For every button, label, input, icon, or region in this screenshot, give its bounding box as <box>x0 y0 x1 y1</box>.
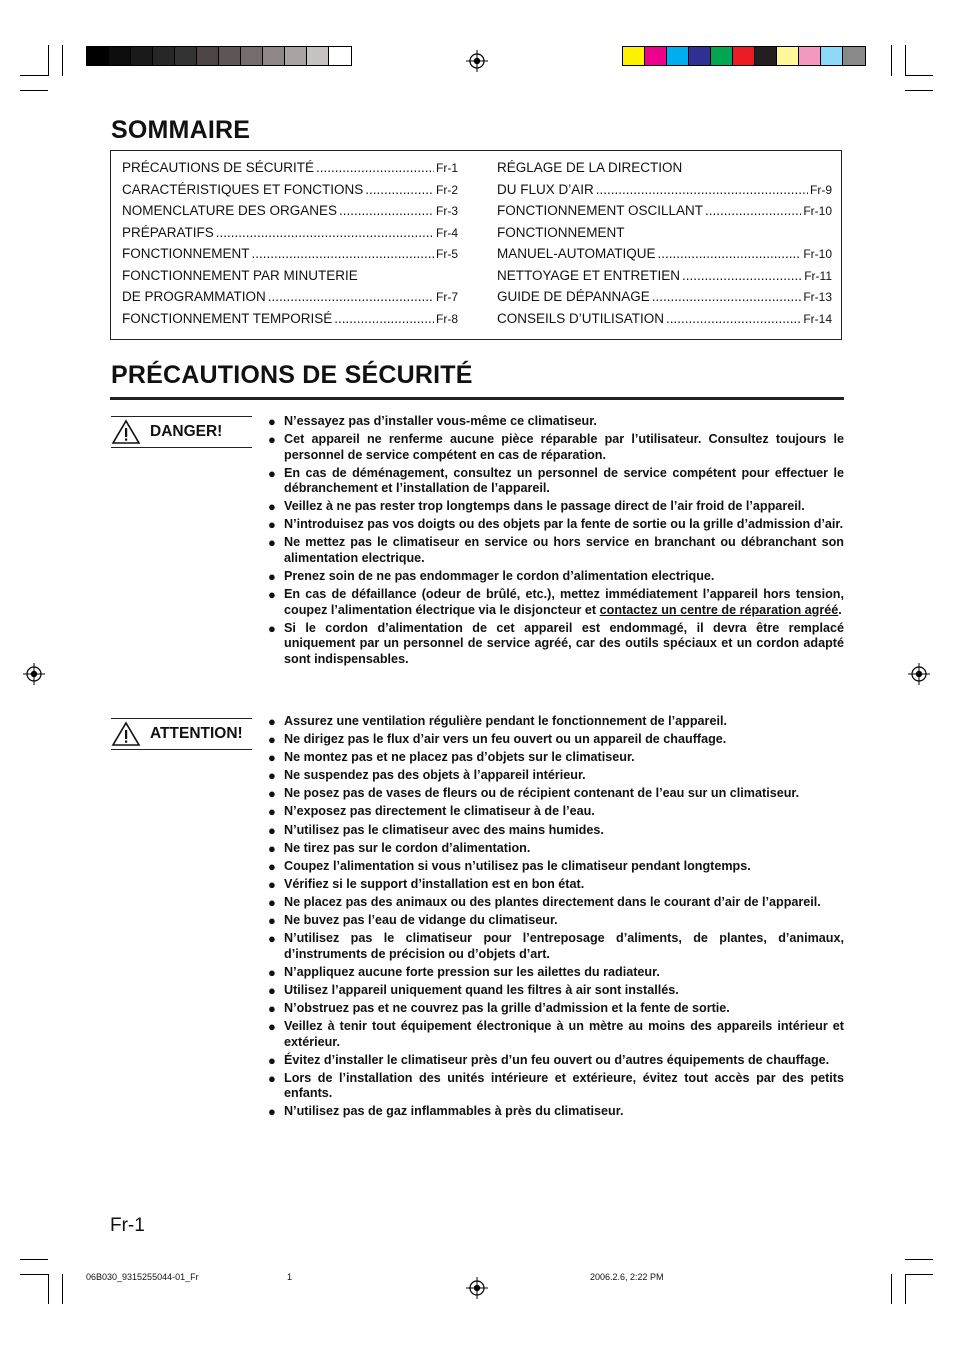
list-item <box>268 750 844 766</box>
color-swatch <box>219 47 241 65</box>
attention-item-text: N’exposez pas directement le climatiseur à de l’eau. <box>284 804 595 819</box>
bullet-icon: ● <box>268 750 276 766</box>
page-number: Fr-1 <box>110 1215 145 1236</box>
attention-item-text: Coupez l’alimentation si vous n’utilisez pas le climatiseur pendant longtemps. <box>284 858 751 873</box>
color-swatch <box>733 47 755 65</box>
list-item <box>268 535 844 566</box>
color-swatch <box>689 47 711 65</box>
attention-item-text: Ne buvez pas l’eau de vidange du climatiseur. <box>284 913 558 928</box>
registration-mark-bottom-icon <box>466 1277 488 1299</box>
color-swatch <box>109 47 131 65</box>
toc-leader-dots <box>334 308 434 330</box>
attention-label <box>111 718 252 750</box>
list-item <box>268 895 844 911</box>
toc-entry-page: Fr-9 <box>810 182 832 197</box>
toc-entry-page: Fr-8 <box>436 311 458 326</box>
color-swatch <box>175 47 197 65</box>
precautions-title: PRÉCAUTIONS DE SÉCURITÉ <box>111 361 473 389</box>
attention-item-text: Veillez à tenir tout équipement électronique à un mètre au moins des appareils intérieur et extérieur. <box>284 1019 844 1049</box>
table-of-contents <box>110 150 842 340</box>
color-swatch <box>645 47 667 65</box>
list-item <box>268 1071 844 1102</box>
toc-leader-dots <box>682 265 802 287</box>
color-swatch <box>131 47 153 65</box>
toc-entry[interactable] <box>122 157 458 179</box>
color-swatch <box>153 47 175 65</box>
attention-list <box>268 714 844 1122</box>
toc-entry[interactable] <box>497 157 832 179</box>
toc-entry-title: NETTOYAGE ET ENTRETIEN <box>497 267 681 283</box>
toc-entry[interactable] <box>122 308 458 330</box>
color-swatch <box>307 47 329 65</box>
danger-item-text: Ne mettez pas le climatiseur en service ou hors service en branchant ou débranchant son alimentation electrique. <box>284 535 844 565</box>
attention-item-text: Ne tirez pas sur le cordon d’alimentation. <box>284 840 531 855</box>
toc-entry-title: NOMENCLATURE DES ORGANES <box>122 203 338 218</box>
color-swatch <box>843 47 865 65</box>
color-swatch <box>799 47 821 65</box>
bullet-icon: ● <box>268 1052 276 1068</box>
color-calibration-bar <box>622 46 866 66</box>
bullet-icon: ● <box>268 768 276 784</box>
color-swatch <box>263 47 285 65</box>
list-item <box>268 732 844 748</box>
toc-entry-title: MANUEL-AUTOMATIQUE <box>497 246 656 261</box>
danger-item-text-part: En cas de défaillance (odeur de brûlé, etc.), mettez immédiatement l’appareil hors tension, coupez l’alimentation électrique via le disjoncteur et <box>284 587 844 617</box>
toc-entry-title: RÉGLAGE DE LA DIRECTION <box>497 160 683 175</box>
toc-leader-dots <box>316 157 434 179</box>
bullet-icon: ● <box>268 964 276 980</box>
color-swatch <box>821 47 843 65</box>
bullet-icon: ● <box>268 732 276 748</box>
bullet-icon: ● <box>268 894 276 910</box>
toc-right-column <box>497 157 832 329</box>
toc-entry[interactable] <box>497 286 832 308</box>
bullet-icon: ● <box>268 931 276 947</box>
toc-entry-page: Fr-10 <box>803 204 832 218</box>
bullet-icon: ● <box>268 840 276 856</box>
toc-entry-title: CARACTÉRISTIQUES ET FONCTIONS <box>122 181 364 197</box>
attention-item-text: N’utilisez pas de gaz inflammables à près du climatiseur. <box>284 1104 624 1119</box>
registration-mark-left-icon <box>23 663 45 685</box>
attention-item-text: Ne placez pas des animaux ou des plantes directement dans le courant d’air de l’appareil. <box>284 894 821 909</box>
list-item <box>268 804 844 820</box>
bullet-icon: ● <box>268 620 276 636</box>
toc-entry-title: FONCTIONNEMENT TEMPORISÉ <box>122 310 333 326</box>
toc-entry-page: Fr-14 <box>803 311 832 326</box>
bullet-icon: ● <box>268 587 276 603</box>
danger-label-text: DANGER! <box>150 423 223 440</box>
footer-filename: 06B030_9315255044-01_Fr <box>86 1272 199 1282</box>
attention-item-text: Ne dirigez pas le flux d’air vers un feu ouvert ou un appareil de chauffage. <box>284 732 727 747</box>
color-swatch <box>667 47 689 65</box>
attention-item-text: N’appliquez aucune forte pression sur les ailettes du radiateur. <box>284 964 660 979</box>
toc-entry-title: DE PROGRAMMATION <box>122 289 266 304</box>
danger-item-text: Si le cordon d’alimentation de cet appareil est endommagé, il devra être remplacé uniquement par un personnel de service agréé, car des outils spéciaux et un cordon adapté sont indispensables. <box>284 620 844 666</box>
toc-entry-page: Fr-10 <box>803 247 832 261</box>
bullet-icon: ● <box>268 714 276 729</box>
bullet-icon: ● <box>268 517 276 533</box>
bullet-icon: ● <box>268 1070 276 1086</box>
attention-label-text: ATTENTION! <box>150 725 243 742</box>
toc-entry[interactable] <box>122 265 458 287</box>
bullet-icon: ● <box>268 822 276 838</box>
toc-leader-dots <box>705 200 801 222</box>
toc-entry-title: DU FLUX D’AIR <box>497 181 594 197</box>
color-swatch <box>755 47 777 65</box>
bullet-icon: ● <box>268 786 276 802</box>
toc-leader-dots <box>252 243 435 265</box>
attention-item-text: Lors de l’installation des unités intérieure et extérieure, évitez tout accès par des petits enfants. <box>284 1070 844 1101</box>
toc-entry-page: Fr-5 <box>436 247 458 261</box>
list-item <box>268 432 844 463</box>
toc-entry-page: Fr-7 <box>436 290 458 304</box>
color-swatch <box>623 47 645 65</box>
attention-item-text: Ne suspendez pas des objets à l’appareil intérieur. <box>284 768 586 783</box>
toc-left-column <box>122 157 458 329</box>
bullet-icon: ● <box>268 876 276 892</box>
gray-calibration-bar <box>86 46 352 66</box>
warning-triangle-icon <box>111 419 141 445</box>
bullet-icon: ● <box>268 569 276 585</box>
color-swatch <box>197 47 219 65</box>
toc-entry[interactable] <box>497 265 832 287</box>
repair-center-link: contactez un centre de réparation agréé <box>599 602 839 617</box>
list-item <box>268 877 844 893</box>
toc-entry[interactable] <box>122 286 458 308</box>
danger-item-text: Prenez soin de ne pas endommager le cordon d’alimentation electrique. <box>284 569 715 584</box>
color-swatch <box>329 47 351 65</box>
toc-entry-title: CONSEILS D’UTILISATION <box>497 310 665 326</box>
list-item <box>268 965 844 981</box>
list-item <box>268 621 844 668</box>
toc-entry-title: GUIDE DE DÉPANNAGE <box>497 289 650 304</box>
warning-triangle-icon <box>111 721 141 747</box>
danger-list <box>268 414 844 670</box>
toc-entry[interactable] <box>497 179 832 201</box>
list-item <box>268 1001 844 1017</box>
toc-entry[interactable] <box>122 200 458 222</box>
list-item <box>268 569 844 585</box>
danger-item-text <box>284 587 844 618</box>
toc-entry-title: PRÉCAUTIONS DE SÉCURITÉ <box>122 160 315 175</box>
bullet-icon: ● <box>268 1104 276 1120</box>
toc-entry-title: FONCTIONNEMENT PAR MINUTERIE <box>122 267 358 283</box>
list-item <box>268 1019 844 1050</box>
toc-entry-page: Fr-4 <box>436 225 458 240</box>
toc-entry[interactable] <box>122 222 458 244</box>
list-item <box>268 414 844 430</box>
color-swatch <box>711 47 733 65</box>
attention-item-text: N’obstruez pas et ne couvrez pas la grille d’admission et la fente de sortie. <box>284 1000 730 1015</box>
registration-mark-right-icon <box>908 663 930 685</box>
bullet-icon: ● <box>268 499 276 515</box>
list-item <box>268 499 844 515</box>
bullet-icon: ● <box>268 432 276 448</box>
toc-leader-dots <box>652 286 802 308</box>
toc-entry[interactable] <box>122 179 458 201</box>
toc-leader-dots <box>658 243 802 265</box>
toc-entry-title: FONCTIONNEMENT OSCILLANT <box>497 203 704 218</box>
bullet-icon: ● <box>268 804 276 820</box>
attention-item-text: Vérifiez si le support d’installation est en bon état. <box>284 876 585 891</box>
color-swatch <box>777 47 799 65</box>
sommaire-title: SOMMAIRE <box>111 116 251 144</box>
toc-entry-page: Fr-3 <box>436 204 458 218</box>
danger-item-text: Veillez à ne pas rester trop longtemps dans le passage direct de l’air froid de l’appareil. <box>284 499 805 514</box>
danger-item-text: Cet appareil ne renferme aucune pièce réparable par l’utilisateur. Consultez toujours le personnel de service compétent en cas de réparation. <box>284 432 844 462</box>
toc-leader-dots <box>216 222 434 244</box>
toc-leader-dots <box>596 179 808 201</box>
danger-item-text: N’essayez pas d’installer vous-même ce climatiseur. <box>284 414 597 428</box>
toc-leader-dots <box>666 308 801 330</box>
list-item <box>268 714 844 730</box>
list-item <box>268 931 844 962</box>
list-item <box>268 466 844 497</box>
toc-entry[interactable] <box>497 243 832 265</box>
toc-entry-title: PRÉPARATIFS <box>122 224 214 240</box>
bullet-icon: ● <box>268 858 276 874</box>
toc-entry-page: Fr-13 <box>803 290 832 304</box>
bullet-icon: ● <box>268 414 276 429</box>
attention-item-text: N’utilisez pas le climatiseur pour l’entreposage d’aliments, de plantes, d’animaux, d’instruments de précision ou d’objets d’art. <box>284 931 844 961</box>
bullet-icon: ● <box>268 1000 276 1016</box>
list-item <box>268 768 844 784</box>
attention-item-text: N’utilisez pas le climatiseur avec des mains humides. <box>284 822 604 837</box>
toc-entry[interactable] <box>497 308 832 330</box>
list-item <box>268 983 844 999</box>
footer-date: 2006.2.6, 2:22 PM <box>590 1272 664 1282</box>
bullet-icon: ● <box>268 1019 276 1034</box>
list-item <box>268 859 844 875</box>
attention-item-text: Évitez d’installer le climatiseur près d’un feu ouvert ou d’autres équipements de chauffage. <box>284 1052 830 1067</box>
color-swatch <box>285 47 307 65</box>
bullet-icon: ● <box>268 982 276 998</box>
bullet-icon: ● <box>268 913 276 929</box>
attention-item-text: Assurez une ventilation régulière pendant le fonctionnement de l’appareil. <box>284 714 727 728</box>
list-item <box>268 913 844 929</box>
list-item <box>268 823 844 839</box>
list-item <box>268 587 844 618</box>
attention-item-text: Utilisez l’appareil uniquement quand les filtres à air sont installés. <box>284 982 679 997</box>
footer-page: 1 <box>287 1272 293 1282</box>
list-item <box>268 517 844 533</box>
toc-leader-dots <box>268 286 434 308</box>
toc-entry[interactable] <box>497 200 832 222</box>
title-rule <box>110 397 844 400</box>
toc-entry-title: FONCTIONNEMENT <box>122 246 250 261</box>
bullet-icon: ● <box>268 465 276 481</box>
toc-leader-dots <box>339 200 434 222</box>
toc-leader-dots <box>365 179 434 201</box>
registration-mark-top-icon <box>466 50 488 72</box>
list-item <box>268 786 844 802</box>
danger-item-text: N’introduisez pas vos doigts ou des objets par la fente de sortie ou la grille d’admission d’air. <box>284 517 844 532</box>
list-item <box>268 1053 844 1069</box>
bullet-icon: ● <box>268 535 276 551</box>
attention-item-text: Ne montez pas et ne placez pas d’objets sur le climatiseur. <box>284 750 635 765</box>
toc-entry-page: Fr-1 <box>436 161 458 175</box>
danger-label <box>111 416 252 448</box>
list-item <box>268 841 844 857</box>
color-swatch <box>87 47 109 65</box>
toc-entry-page: Fr-11 <box>804 268 832 283</box>
color-swatch <box>241 47 263 65</box>
danger-item-text: En cas de déménagement, consultez un personnel de service compétent pour effectuer le débranchement et l’installation de l’appareil. <box>284 465 844 496</box>
toc-entry-title: FONCTIONNEMENT <box>497 224 625 240</box>
attention-item-text: Ne posez pas de vases de fleurs ou de récipient contenant de l’eau sur un climatiseur. <box>284 786 800 801</box>
danger-item-text-part: . <box>838 602 842 617</box>
toc-entry[interactable] <box>497 222 832 244</box>
toc-entry-page: Fr-2 <box>436 182 458 197</box>
toc-entry[interactable] <box>122 243 458 265</box>
list-item <box>268 1104 844 1120</box>
